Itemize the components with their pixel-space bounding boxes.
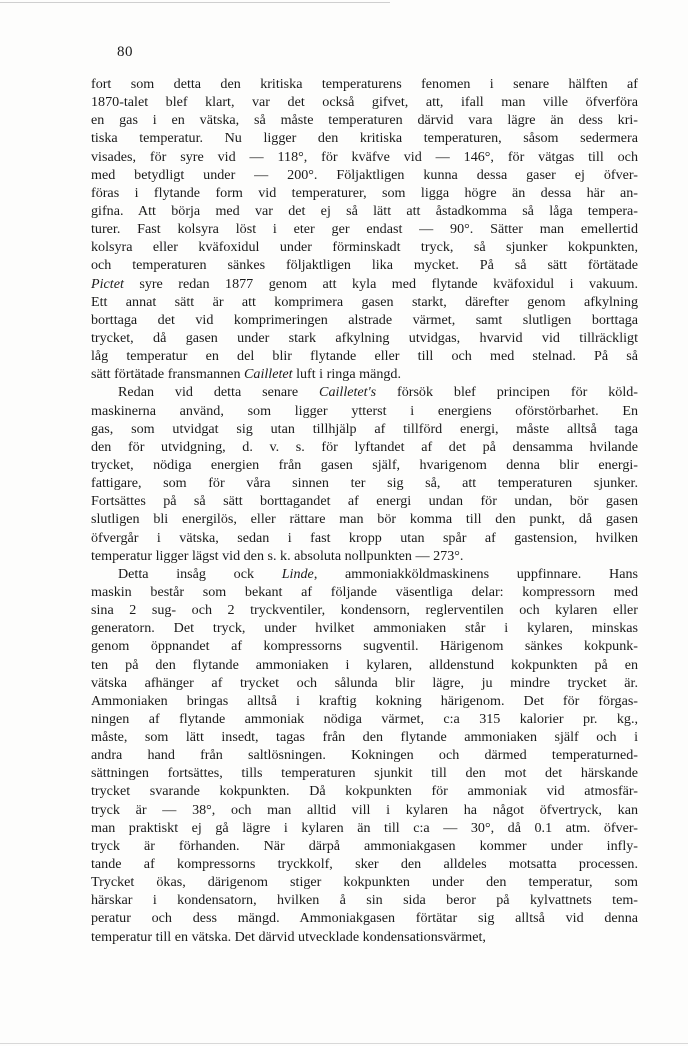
text-line: kolsyra eller kväfoxidul under förminskadt tryck, så sjunker kokpunkten,: [91, 239, 638, 256]
text-line: tande af kompressorns tryckkolf, sker den alldeles motsatta processen.: [91, 856, 638, 873]
text-line: Ett annat sätt är att komprimera gasen starkt, därefter genom afkylning: [91, 293, 638, 310]
text-line: gifna. Att börja med var det ej så lätt att åstadkomma så låga tempera-: [91, 202, 638, 219]
text-line: slutligen bli energilös, eller rättare man bör komma till den punkt, då gasen: [91, 511, 638, 528]
text-line: ten på den flytande ammoniaken i kylaren, alldenstund kokpunkten på en: [91, 656, 638, 673]
text-line: sina 2 sug- och 2 tryckventiler, kondensorn, reglerventilen och kylaren eller: [91, 602, 638, 619]
text-line: låg temperatur en del blir flytande eller till och med stelnad. På så: [91, 348, 638, 365]
paragraph: [91, 75, 638, 383]
text-line: tryck är — 38°, och man alltid vill i kylaren ha något öfvertryck, kan: [91, 801, 638, 818]
text-line: genom öppnandet af kompressorns sugventil. Härigenom sänkes kokpunk-: [91, 638, 638, 655]
text-line: gas, som utvidgat sig utan tillhjälp af tillförd energi, måste alltså taga: [91, 420, 638, 437]
text-line: trycket, då gasen under stark afkylning utvidgas, hvarvid vid tillräckligt: [91, 329, 638, 346]
text-line: vätska afhänger af trycket och sålunda blir lägre, ju mindre trycket är.: [91, 674, 638, 691]
text-line: man praktiskt ej gå lägre i kylaren än till c:a — 30°, då 0.1 atm. öfver-: [91, 819, 638, 836]
text-line: generatorn. Det tryck, under hvilket ammoniaken står i kylaren, minskas: [91, 620, 638, 637]
text-line: ningen af flytande ammoniak nödiga värmet, c:a 315 kalorier pr. kg.,: [91, 710, 638, 727]
text-line: maskin består som bekant af följande väsentliga delar: kompressorn med: [91, 583, 638, 600]
bottom-scan-edge: [0, 1043, 688, 1044]
text-line: temperatur ligger lägst vid den s. k. absoluta nollpunkten — 273°.: [91, 547, 464, 564]
text-line: en gas i en vätska, så måste temperaturen därvid vara lägre än dess kri-: [91, 112, 638, 129]
text-line: temperatur till en vätska. Det därvid utvecklade kondensationsvärmet,: [91, 928, 486, 945]
body-text: [91, 75, 638, 946]
text-line: Trycket ökas, därigenom stiger kokpunkten under den temperatur, som: [91, 874, 638, 891]
text-line: maskinerna använd, som ligger ytterst i energiens oförstörbarhet. En: [91, 402, 638, 419]
text-line: föras i flytande form vid temperaturer, som ligga högre än dessa här an-: [91, 184, 638, 201]
text-line: andra hand från saltlösningen. Kokningen och därmed temperaturned-: [91, 747, 638, 764]
text-line: sätt förtätade fransmannen Cailletet luft i ringa mängd.: [91, 366, 401, 383]
text-line: sättningen fortsättes, tills temperaturen sjunkit till den mot det härskande: [91, 765, 638, 782]
text-line: härskar i kondensatorn, hvilken å sin sida beror på kylvattnets tem-: [91, 892, 638, 909]
text-line: Detta insåg ock Linde, ammoniakköldmaskinens uppfinnare. Hans: [118, 565, 638, 582]
text-line: borttaga det vid komprimeringen alstrade värmet, samt slutligen borttaga: [91, 311, 638, 328]
page-number: 80: [117, 44, 133, 60]
text-line: fattigare, som för våra sinnen ter sig så, att temperaturen sjunker.: [91, 475, 638, 492]
paragraph: [91, 383, 638, 564]
top-scan-edge: [0, 2, 390, 3]
text-line: trycket svarande kokpunkten. Då kokpunkten för ammoniak vid atmosfär-: [91, 783, 638, 800]
text-line: och temperaturen sänkes följaktligen lika mycket. På så sätt förtätade: [91, 257, 638, 274]
text-line: Fortsättes på så sätt borttagandet af energi undan för undan, bör gasen: [91, 493, 638, 510]
text-line: 1870-talet blef klart, var det också gifvet, att, ifall man ville öfverföra: [91, 94, 638, 111]
text-line: Pictet syre redan 1877 genom att kyla med flytande kväfoxidul i vakuum.: [91, 275, 638, 292]
text-line: tiska temperatur. Nu ligger den kritiska temperaturen, såsom sedermera: [91, 130, 638, 147]
text-line: måste, som lätt insedt, tagas från den flytande ammoniaken själf och i: [91, 729, 638, 746]
text-line: den för utvidgning, d. v. s. för lyftandet af det på densamma hvilande: [91, 438, 638, 455]
text-line: turer. Fast kolsyra löst i eter ger endast — 90°. Sätter man emellertid: [91, 221, 638, 238]
text-line: fort som detta den kritiska temperaturens fenomen i senare hälften af: [91, 76, 638, 92]
text-line: tryck är förhanden. När därpå ammoniakgasen kommer under infly-: [91, 837, 638, 854]
text-line: trycket, nödiga energien från gasen själf, hvarigenom denna blir energi-: [91, 456, 638, 473]
text-line: Redan vid detta senare Cailletet's försök blef principen för köld-: [118, 384, 638, 401]
text-line: peratur och dess mängd. Ammoniakgasen förtätar sig alltså vid denna: [91, 910, 638, 927]
text-line: visades, för syre vid — 118°, för kväfve vid — 146°, för vätgas till och: [91, 148, 638, 165]
paragraph: [91, 565, 638, 946]
text-line: med betydligt under — 200°. Följaktligen kunna dessa gaser ej öfver-: [91, 166, 638, 183]
text-line: Ammoniaken bringas alltså i kraftig kokning härigenom. Det för förgas-: [91, 692, 638, 709]
text-line: öfvergår i vätska, sedan i fast kropp utan spår af gastension, hvilken: [91, 529, 638, 546]
